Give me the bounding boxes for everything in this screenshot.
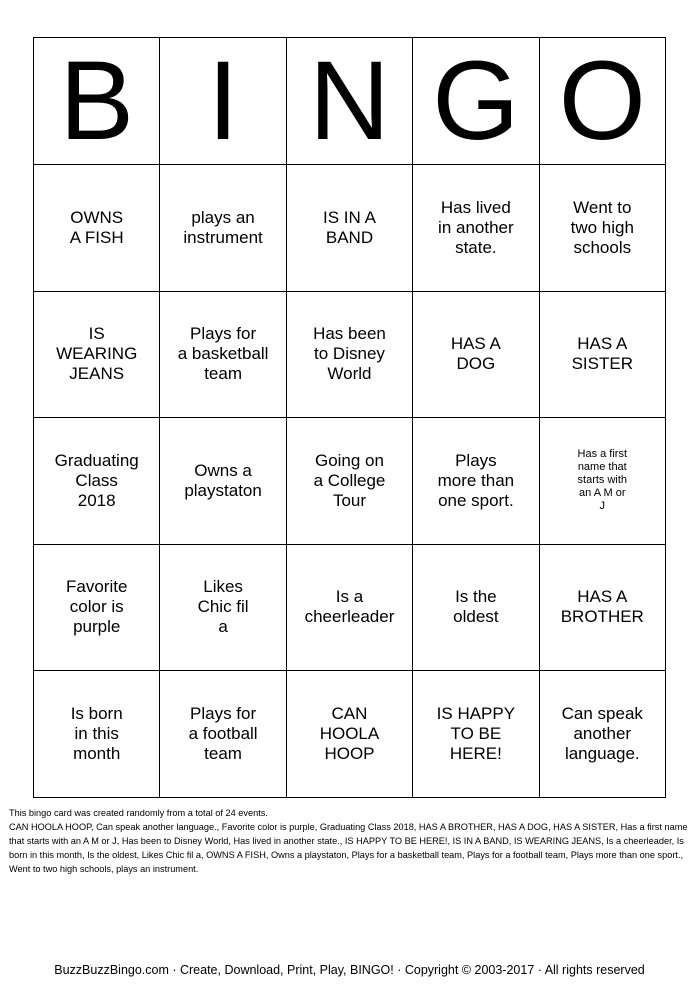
- bingo-cell: Likes Chic fil a: [160, 544, 286, 671]
- bingo-cell: Is a cheerleader: [286, 544, 412, 671]
- bingo-cell: Has lived in another state.: [413, 165, 539, 292]
- bingo-row: [34, 291, 666, 418]
- bingo-row: [34, 165, 666, 292]
- bingo-cell: IS WEARING JEANS: [34, 291, 160, 418]
- bingo-cell: Plays for a football team: [160, 671, 286, 798]
- bingo-cell: HAS A BROTHER: [539, 544, 665, 671]
- bingo-cell: CAN HOOLA HOOP: [286, 671, 412, 798]
- bingo-cell: HAS A SISTER: [539, 291, 665, 418]
- bingo-cell: OWNS A FISH: [34, 165, 160, 292]
- bingo-cell: Favorite color is purple: [34, 544, 160, 671]
- bingo-card: [33, 37, 666, 798]
- card-info-events: CAN HOOLA HOOP, Can speak another language., Favorite color is purple, Graduating Class 2018, HAS A BROTHER, HAS A DOG, HAS A SISTER, Has a first name that starts with an A M or J, Has been to Disney World, Has lived in another state., IS HAPPY TO BE HERE!, IS IN A BAND, IS WEARING JEANS, Is a cheerleader, Is born in this month, Is the oldest, Likes Chic fil a, OWNS A FISH, Owns a playstaton, Plays for a basketball team, Plays for a football team, Plays more than one sport., Went to two high schools, plays an instrument.: [9, 822, 688, 874]
- bingo-cell: Is the oldest: [413, 544, 539, 671]
- bingo-header-row: [34, 38, 666, 165]
- bingo-cell: Can speak another language.: [539, 671, 665, 798]
- bingo-cell: Plays for a basketball team: [160, 291, 286, 418]
- bingo-cell: Going on a College Tour: [286, 418, 412, 545]
- bingo-cell: Is born in this month: [34, 671, 160, 798]
- header-letter-o: O: [539, 38, 665, 165]
- bingo-row: [34, 671, 666, 798]
- bingo-cell: plays an instrument: [160, 165, 286, 292]
- card-info: [9, 806, 691, 876]
- header-letter-i: I: [160, 38, 286, 165]
- page-footer: BuzzBuzzBingo.com · Create, Download, Print, Play, BINGO! · Copyright © 2003-2017 · All rights reserved: [54, 963, 645, 977]
- header-letter-g: G: [413, 38, 539, 165]
- bingo-cell: HAS A DOG: [413, 291, 539, 418]
- bingo-cell: Owns a playstaton: [160, 418, 286, 545]
- bingo-cell: Graduating Class 2018: [34, 418, 160, 545]
- bingo-cell: Went to two high schools: [539, 165, 665, 292]
- card-info-summary: This bingo card was created randomly from a total of 24 events.: [9, 808, 268, 818]
- bingo-row: [34, 544, 666, 671]
- bingo-row: [34, 418, 666, 545]
- bingo-cell: Has been to Disney World: [286, 291, 412, 418]
- bingo-cell: IS IN A BAND: [286, 165, 412, 292]
- header-letter-n: N: [286, 38, 412, 165]
- bingo-cell: Has a first name that starts with an A M or J: [539, 418, 665, 545]
- header-letter-b: B: [34, 38, 160, 165]
- bingo-cell: IS HAPPY TO BE HERE!: [413, 671, 539, 798]
- bingo-cell: Plays more than one sport.: [413, 418, 539, 545]
